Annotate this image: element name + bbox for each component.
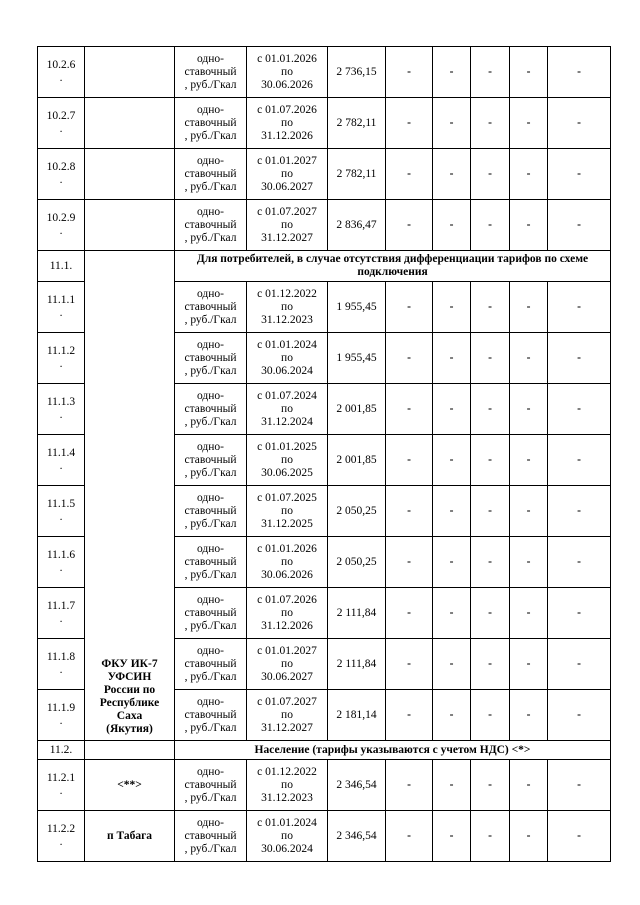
rate-type-line: одно- — [196, 338, 224, 351]
rate-type-line: ставочный — [184, 218, 237, 231]
period-from: с 01.07.2027 — [257, 205, 317, 218]
empty-value-dash: - — [471, 333, 510, 384]
row-number-text: 11.2.2 — [46, 823, 76, 835]
empty-value-dash: - — [471, 384, 510, 435]
period-word: по — [281, 829, 293, 842]
empty-value-dash: - — [510, 47, 548, 98]
period-to: 31.12.2027 — [261, 721, 313, 734]
empty-value-dash: - — [548, 435, 611, 486]
period-from: с 01.01.2026 — [257, 542, 317, 555]
period-word: по — [281, 555, 293, 568]
empty-value-dash: - — [548, 384, 611, 435]
rate-type-line: одно- — [196, 644, 224, 657]
rate-type-line: ставочный — [184, 351, 237, 364]
rate-type-line: одно- — [196, 593, 224, 606]
rate-type-line: ставочный — [184, 453, 237, 466]
rate-type-line: , руб./Гкал — [184, 791, 237, 804]
period-from: с 01.01.2024 — [257, 816, 317, 829]
period-from: с 01.07.2026 — [257, 593, 317, 606]
row-number — [38, 98, 85, 149]
rate-type-line: одно- — [196, 765, 224, 778]
empty-value-dash: - — [386, 384, 433, 435]
row-number — [38, 486, 85, 537]
row-number-text: 11.1.9 — [46, 702, 76, 714]
rate-type-line: ставочный — [184, 167, 237, 180]
tariff-value: 1 955,45 — [328, 282, 386, 333]
row-number-text: 11.2.1 — [46, 772, 76, 784]
rate-type — [175, 333, 247, 384]
period-word: по — [281, 504, 293, 517]
tariff-value: 2 111,84 — [328, 588, 386, 639]
tariff-value: 2 346,54 — [328, 760, 386, 811]
empty-value-dash: - — [548, 537, 611, 588]
table-row — [38, 47, 611, 98]
row-number-text: 10.2.7 — [46, 110, 76, 122]
rate-type — [175, 200, 247, 251]
rate-type-line: , руб./Гкал — [184, 721, 237, 734]
organization-name — [85, 251, 175, 741]
period — [247, 384, 328, 435]
empty-value-dash: - — [471, 639, 510, 690]
rate-type — [175, 149, 247, 200]
rate-type-line: ставочный — [184, 708, 237, 721]
empty-value-dash: - — [510, 537, 548, 588]
empty-value-dash: - — [433, 282, 471, 333]
empty-value-dash: - — [548, 200, 611, 251]
row-number-dot: . — [59, 460, 63, 472]
empty-value-dash: - — [433, 333, 471, 384]
empty-value-dash: - — [471, 200, 510, 251]
organization-cell-blank — [85, 741, 175, 760]
row-number-dot: . — [59, 785, 63, 797]
period-to: 31.12.2023 — [261, 313, 313, 326]
empty-value-dash: - — [471, 588, 510, 639]
row-number-text: 11.1.3 — [46, 396, 76, 408]
period-to: 31.12.2027 — [261, 231, 313, 244]
rate-type-line: , руб./Гкал — [184, 619, 237, 632]
empty-value-dash: - — [548, 639, 611, 690]
period-from: с 01.12.2022 — [257, 765, 317, 778]
rate-type-line: ставочный — [184, 504, 237, 517]
empty-value-dash: - — [386, 486, 433, 537]
rate-type-line: , руб./Гкал — [184, 78, 237, 91]
tariff-value: 2 346,54 — [328, 811, 386, 862]
period — [247, 149, 328, 200]
row-number — [38, 200, 85, 251]
row-number-text: 11.1.1 — [46, 294, 76, 306]
empty-value-dash: - — [548, 149, 611, 200]
rate-type-line: , руб./Гкал — [184, 313, 237, 326]
organization-cell-blank — [85, 98, 175, 149]
row-number — [38, 384, 85, 435]
row-number-dot: . — [59, 225, 63, 237]
period-from: с 01.01.2026 — [257, 52, 317, 65]
row-number — [38, 639, 85, 690]
tariff-value: 2 001,85 — [328, 435, 386, 486]
empty-value-dash: - — [471, 690, 510, 741]
empty-value-dash: - — [510, 149, 548, 200]
period-word: по — [281, 65, 293, 78]
period-to: 30.06.2026 — [261, 568, 313, 581]
rate-type-line: , руб./Гкал — [184, 517, 237, 530]
row-number — [38, 811, 85, 862]
period — [247, 811, 328, 862]
section-title: Население (тарифы указываются с учетом НДС) <*> — [175, 741, 611, 760]
empty-value-dash: - — [548, 760, 611, 811]
period-from: с 01.07.2025 — [257, 491, 317, 504]
empty-value-dash: - — [510, 333, 548, 384]
row-number-dot: . — [59, 562, 63, 574]
rate-type-line: ставочный — [184, 402, 237, 415]
rate-type-line: одно- — [196, 205, 224, 218]
rate-type-line: ставочный — [184, 555, 237, 568]
row-number-dot: . — [59, 307, 63, 319]
period-word: по — [281, 606, 293, 619]
row-number-text: 11.1.8 — [46, 651, 76, 663]
empty-value-dash: - — [471, 98, 510, 149]
empty-value-dash: - — [386, 537, 433, 588]
rate-type-line: одно- — [196, 389, 224, 402]
period-word: по — [281, 453, 293, 466]
rate-type — [175, 47, 247, 98]
period-word: по — [281, 218, 293, 231]
empty-value-dash: - — [433, 811, 471, 862]
empty-value-dash: - — [471, 486, 510, 537]
tariff-value: 1 955,45 — [328, 333, 386, 384]
period-word: по — [281, 351, 293, 364]
empty-value-dash: - — [548, 486, 611, 537]
tariff-value: 2 736,15 — [328, 47, 386, 98]
organization-name-line: Саха — [116, 710, 143, 722]
section-number: 11.2. — [38, 741, 85, 760]
rate-type-line: , руб./Гкал — [184, 466, 237, 479]
row-number-text: 10.2.6 — [46, 59, 76, 71]
period-to: 30.06.2024 — [261, 842, 313, 855]
table-row — [38, 200, 611, 251]
period-to: 31.12.2023 — [261, 791, 313, 804]
rate-type — [175, 588, 247, 639]
rate-type — [175, 639, 247, 690]
section-row — [38, 741, 611, 760]
period-to: 30.06.2026 — [261, 78, 313, 91]
empty-value-dash: - — [471, 47, 510, 98]
rate-type-line: одно- — [196, 52, 224, 65]
rate-type-line: ставочный — [184, 65, 237, 78]
rate-type-line: , руб./Гкал — [184, 415, 237, 428]
period-word: по — [281, 116, 293, 129]
period — [247, 47, 328, 98]
empty-value-dash: - — [510, 200, 548, 251]
rate-type — [175, 435, 247, 486]
rate-type-line: одно- — [196, 542, 224, 555]
period-word: по — [281, 778, 293, 791]
rate-type-line: одно- — [196, 491, 224, 504]
tariff-value: 2 836,47 — [328, 200, 386, 251]
row-number-text: 11.1.7 — [46, 600, 76, 612]
organization-cell-blank — [85, 149, 175, 200]
empty-value-dash: - — [548, 811, 611, 862]
tariff-value: 2 111,84 — [328, 639, 386, 690]
rate-type-line: одно- — [196, 440, 224, 453]
table-row — [38, 760, 611, 811]
period-from: с 01.01.2027 — [257, 644, 317, 657]
empty-value-dash: - — [510, 282, 548, 333]
empty-value-dash: - — [510, 435, 548, 486]
empty-value-dash: - — [386, 811, 433, 862]
empty-value-dash: - — [386, 760, 433, 811]
period-word: по — [281, 657, 293, 670]
empty-value-dash: - — [386, 282, 433, 333]
period — [247, 435, 328, 486]
empty-value-dash: - — [548, 47, 611, 98]
period-to: 30.06.2025 — [261, 466, 313, 479]
row-number-dot: . — [59, 613, 63, 625]
rate-type-line: , руб./Гкал — [184, 842, 237, 855]
rate-type-line: ставочный — [184, 829, 237, 842]
empty-value-dash: - — [548, 333, 611, 384]
empty-value-dash: - — [510, 760, 548, 811]
empty-value-dash: - — [471, 760, 510, 811]
section-number: 11.1. — [38, 251, 85, 282]
row-number-dot: . — [59, 409, 63, 421]
period — [247, 537, 328, 588]
tariff-table-body — [38, 47, 611, 862]
organization-name-line: России по — [103, 684, 156, 696]
empty-value-dash: - — [433, 690, 471, 741]
row-number — [38, 537, 85, 588]
period-from: с 01.07.2024 — [257, 389, 317, 402]
empty-value-dash: - — [548, 690, 611, 741]
organization-name-line: Республике — [99, 697, 160, 709]
empty-value-dash: - — [471, 149, 510, 200]
period-from: с 01.12.2022 — [257, 287, 317, 300]
row-number — [38, 47, 85, 98]
empty-value-dash: - — [386, 333, 433, 384]
empty-value-dash: - — [386, 98, 433, 149]
period — [247, 98, 328, 149]
row-number-text: 11.1.6 — [46, 549, 76, 561]
table-row — [38, 149, 611, 200]
rate-type-line: ставочный — [184, 657, 237, 670]
row-number-dot: . — [59, 358, 63, 370]
row-number-dot: . — [59, 715, 63, 727]
empty-value-dash: - — [510, 639, 548, 690]
rate-type-line: , руб./Гкал — [184, 670, 237, 683]
rate-type — [175, 811, 247, 862]
rate-type-line: ставочный — [184, 606, 237, 619]
empty-value-dash: - — [471, 435, 510, 486]
empty-value-dash: - — [510, 588, 548, 639]
empty-value-dash: - — [510, 486, 548, 537]
period-word: по — [281, 167, 293, 180]
empty-value-dash: - — [433, 200, 471, 251]
tariff-value: 2 050,25 — [328, 537, 386, 588]
row-number-text: 10.2.8 — [46, 161, 76, 173]
rate-type — [175, 690, 247, 741]
rate-type-line: ставочный — [184, 300, 237, 313]
period-from: с 01.01.2027 — [257, 154, 317, 167]
empty-value-dash: - — [548, 98, 611, 149]
period — [247, 333, 328, 384]
row-number — [38, 435, 85, 486]
row-number-dot: . — [59, 664, 63, 676]
rate-type-line: одно- — [196, 287, 224, 300]
row-number-text: 11.1.2 — [46, 345, 76, 357]
row-number — [38, 588, 85, 639]
row-number — [38, 333, 85, 384]
empty-value-dash: - — [548, 282, 611, 333]
empty-value-dash: - — [386, 588, 433, 639]
period-from: с 01.01.2025 — [257, 440, 317, 453]
rate-type-line: ставочный — [184, 778, 237, 791]
period-word: по — [281, 402, 293, 415]
row-number-dot: . — [59, 836, 63, 848]
organization-cell-blank — [85, 47, 175, 98]
empty-value-dash: - — [510, 811, 548, 862]
empty-value-dash: - — [433, 588, 471, 639]
rate-type-line: , руб./Гкал — [184, 364, 237, 377]
period-to: 31.12.2026 — [261, 129, 313, 142]
tariff-value: 2 782,11 — [328, 149, 386, 200]
rate-type — [175, 384, 247, 435]
organization-note: <**> — [85, 760, 175, 811]
organization-name-line: ФКУ ИК-7 — [101, 658, 158, 670]
table-row — [38, 811, 611, 862]
tariff-value: 2 181,14 — [328, 690, 386, 741]
tariff-value: 2 001,85 — [328, 384, 386, 435]
rate-type — [175, 98, 247, 149]
period-to: 30.06.2027 — [261, 670, 313, 683]
rate-type-line: одно- — [196, 154, 224, 167]
rate-type — [175, 537, 247, 588]
row-number — [38, 690, 85, 741]
period-from: с 01.07.2027 — [257, 695, 317, 708]
empty-value-dash: - — [386, 690, 433, 741]
period-to: 31.12.2026 — [261, 619, 313, 632]
period — [247, 639, 328, 690]
tariff-value: 2 050,25 — [328, 486, 386, 537]
empty-value-dash: - — [433, 486, 471, 537]
rate-type-line: одно- — [196, 103, 224, 116]
period-word: по — [281, 708, 293, 721]
row-number-text: 10.2.9 — [46, 212, 76, 224]
empty-value-dash: - — [510, 384, 548, 435]
section-title: Для потребителей, в случае отсутствия дифференциации тарифов по схеме подключения — [175, 251, 611, 282]
rate-type-line: , руб./Гкал — [184, 180, 237, 193]
rate-type-line: , руб./Гкал — [184, 231, 237, 244]
empty-value-dash: - — [433, 760, 471, 811]
rate-type-line: , руб./Гкал — [184, 568, 237, 581]
empty-value-dash: - — [433, 537, 471, 588]
period — [247, 588, 328, 639]
organization-name-line: УФСИН — [107, 671, 152, 683]
period — [247, 282, 328, 333]
row-number — [38, 760, 85, 811]
rate-type — [175, 486, 247, 537]
empty-value-dash: - — [510, 98, 548, 149]
period-from: с 01.01.2024 — [257, 338, 317, 351]
empty-value-dash: - — [548, 588, 611, 639]
row-number — [38, 282, 85, 333]
period-word: по — [281, 300, 293, 313]
empty-value-dash: - — [433, 149, 471, 200]
period — [247, 486, 328, 537]
row-number-text: 11.1.4 — [46, 447, 76, 459]
period — [247, 760, 328, 811]
organization-cell-blank — [85, 200, 175, 251]
empty-value-dash: - — [433, 435, 471, 486]
empty-value-dash: - — [386, 435, 433, 486]
table-row — [38, 98, 611, 149]
empty-value-dash: - — [433, 639, 471, 690]
empty-value-dash: - — [386, 47, 433, 98]
empty-value-dash: - — [386, 149, 433, 200]
period-from: с 01.07.2026 — [257, 103, 317, 116]
empty-value-dash: - — [433, 98, 471, 149]
period-to: 31.12.2024 — [261, 415, 313, 428]
empty-value-dash: - — [433, 384, 471, 435]
rate-type-line: , руб./Гкал — [184, 129, 237, 142]
empty-value-dash: - — [386, 200, 433, 251]
row-number-dot: . — [59, 174, 63, 186]
period — [247, 200, 328, 251]
rate-type — [175, 760, 247, 811]
empty-value-dash: - — [510, 690, 548, 741]
rate-type-line: ставочный — [184, 116, 237, 129]
row-number-dot: . — [59, 123, 63, 135]
rate-type-line: одно- — [196, 816, 224, 829]
row-number-dot: . — [59, 72, 63, 84]
organization-name-line: (Якутия) — [106, 723, 153, 735]
empty-value-dash: - — [471, 537, 510, 588]
row-number — [38, 149, 85, 200]
rate-type-line: одно- — [196, 695, 224, 708]
tariff-value: 2 782,11 — [328, 98, 386, 149]
section-row — [38, 251, 611, 282]
empty-value-dash: - — [471, 282, 510, 333]
empty-value-dash: - — [433, 47, 471, 98]
rate-type — [175, 282, 247, 333]
period-to: 31.12.2025 — [261, 517, 313, 530]
tariff-table — [37, 46, 611, 862]
period-to: 30.06.2027 — [261, 180, 313, 193]
empty-value-dash: - — [471, 811, 510, 862]
period-to: 30.06.2024 — [261, 364, 313, 377]
row-number-text: 11.1.5 — [46, 498, 76, 510]
row-number-dot: . — [59, 511, 63, 523]
empty-value-dash: - — [386, 639, 433, 690]
period — [247, 690, 328, 741]
organization-locality: п Табага — [85, 811, 175, 862]
